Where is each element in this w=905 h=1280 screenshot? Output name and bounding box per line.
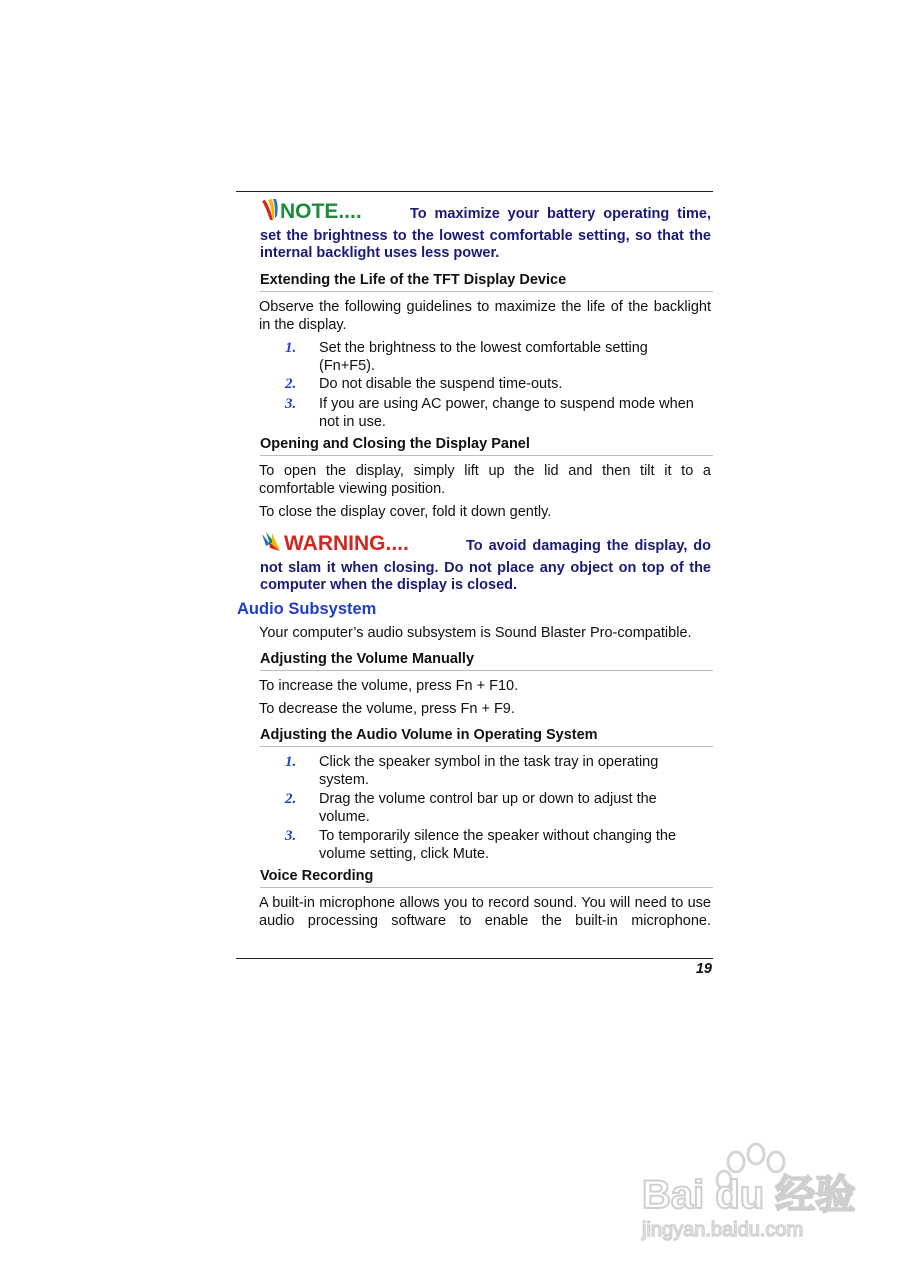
list-text: Set the brightness to the lowest comfortable setting (Fn+F5). xyxy=(319,340,648,374)
list-number: 2. xyxy=(285,791,297,807)
svg-text:NOTE....: NOTE.... xyxy=(280,200,362,222)
warning-icon xyxy=(260,530,444,554)
top-rule xyxy=(236,191,713,192)
list-text: If you are using AC power, change to suspend mode when not in use. xyxy=(319,396,694,430)
voice-text: A built-in microphone allows you to record sound. You will need to use audio processing software to enable the built-in microphone. xyxy=(259,895,711,929)
volume-increase: To increase the volume, press Fn + F10. xyxy=(259,678,519,694)
warning-logo xyxy=(260,530,444,560)
note-logo xyxy=(260,198,388,228)
svg-text:Bai du 经验: Bai du 经验 xyxy=(642,1173,856,1217)
volume-decrease: To decrease the volume, press Fn + F9. xyxy=(259,701,515,717)
os-volume-heading: Adjusting the Audio Volume in Operating System xyxy=(260,726,713,747)
bottom-rule xyxy=(236,958,713,959)
page-number: 19 xyxy=(695,961,712,977)
list-number: 2. xyxy=(285,376,297,392)
list-text: Drag the volume control bar up or down to adjust the volume. xyxy=(319,791,657,825)
audio-intro: Your computer’s audio subsystem is Sound Blaster Pro-compatible. xyxy=(259,625,692,641)
panel-open-text: To open the display, simply lift up the lid and then tilt it to a comfortable viewing position. xyxy=(259,463,711,497)
svg-text:jingyan.baidu.com: jingyan.baidu.com xyxy=(642,1219,804,1241)
list-text: Do not disable the suspend time-outs. xyxy=(319,376,563,392)
list-text: Click the speaker symbol in the task tray in operating system. xyxy=(319,754,659,788)
list-number: 1. xyxy=(285,340,297,356)
panel-close-text: To close the display cover, fold it down gently. xyxy=(259,504,552,520)
list-number: 3. xyxy=(285,396,297,412)
tft-heading: Extending the Life of the TFT Display Device xyxy=(260,271,713,292)
warning-callout xyxy=(260,530,711,595)
baidu-watermark xyxy=(640,1140,870,1250)
volume-heading: Adjusting the Volume Manually xyxy=(260,650,713,671)
svg-text:WARNING....: WARNING.... xyxy=(284,532,409,554)
note-icon xyxy=(260,198,388,222)
panel-heading: Opening and Closing the Display Panel xyxy=(260,435,713,456)
list-number: 3. xyxy=(285,828,297,844)
list-text: To temporarily silence the speaker without changing the volume setting, click Mute. xyxy=(319,828,677,862)
list-number: 1. xyxy=(285,754,297,770)
warning-text: To avoid damaging the display, do not slam it when closing. Do not place any object on top of the computer when the display is closed. xyxy=(260,538,711,593)
note-callout xyxy=(260,198,711,263)
voice-heading: Voice Recording xyxy=(260,867,713,888)
audio-title: Audio Subsystem xyxy=(237,600,377,618)
note-text: To maximize your battery operating time, set the brightness to the lowest comfortable setting, so that the internal backlight uses less power. xyxy=(260,206,711,261)
tft-intro: Observe the following guidelines to maximize the life of the backlight in the display. xyxy=(259,299,711,333)
